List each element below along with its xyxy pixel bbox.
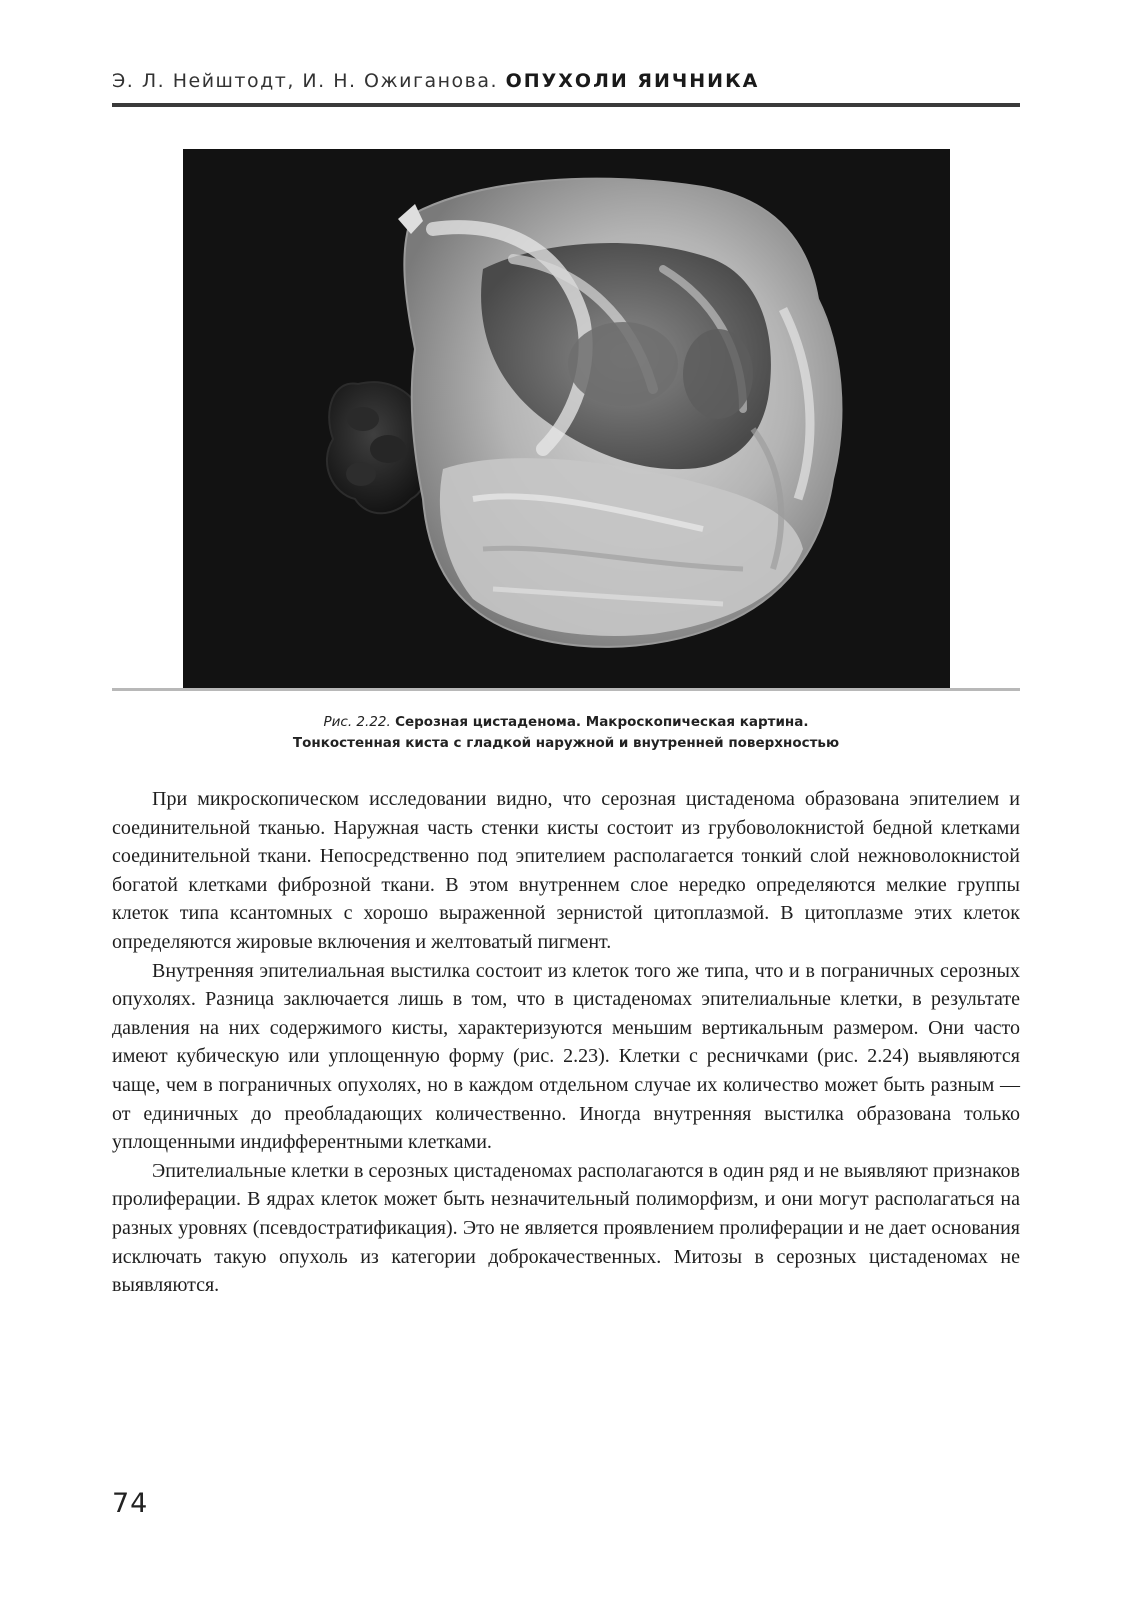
- header-rule: [112, 103, 1020, 107]
- page-number: 74: [112, 1488, 149, 1519]
- figure-photo: [183, 149, 950, 689]
- caption-title: Серозная цистаденома. Макроскопическая картина.: [395, 714, 809, 730]
- paragraph-1: При микроскопическом исследовании видно, что серозная цистаденома образована эпителием и соединительной тканью. Наружная часть стенки кисты состоит из грубоволокнистой бедной клетками соединительной ткани. Непосредственно под эпителием располагается тонкий слой нежноволокнистой богатой клетками фиброзной ткани. В этом внутреннем слое нередко определяются мелкие группы клеток типа ксантомных с хорошо выраженной зернистой цитоплазмой. В цитоплазме этих клеток определяются жировые включения и желтоватый пигмент.: [112, 788, 1020, 953]
- running-head: [112, 70, 1020, 106]
- paragraph-2: Внутренняя эпителиальная выстилка состоит из клеток того же типа, что и в пограничных серозных опухолях. Разница заключается лишь в том, что в цистаденомах эпителиальные клетки, в результате давления на них содержимого кисты, характеризуются меньшим вертикальным размером. Они часто имеют кубическую или уплощенную форму (рис. 2.23). Клетки с ресничками (рис. 2.24) выявляются чаще, чем в пограничных опухолях, но в каждом отдельном случае их количество может быть разным — от единичных до преобладающих количественно. Иногда внутренняя выстилка образована только уплощенными индифферентными клетками.: [112, 959, 1020, 1154]
- paragraph-3: Эпителиальные клетки в серозных цистаденомах располагаются в один ряд и не выявляют признаков пролиферации. В ядрах клеток может быть незначительный полиморфизм, и они могут располагаться на разных уровнях (псевдостратификация). Это не является проявлением пролиферации и не дает основания исключать такую опухоль из категории доброкачественных. Митозы в серозных цистаденомах не выявляются.: [112, 1159, 1020, 1297]
- caption-line-2: Тонкостенная киста с гладкой наружной и внутренней поверхностью: [292, 735, 840, 751]
- figure-rule: [112, 688, 1020, 691]
- header-book-title: ОПУХОЛИ ЯИЧНИКА: [505, 70, 760, 92]
- figure-caption: [112, 712, 1020, 754]
- header-authors: Э. Л. Нейштодт, И. Н. Ожиганова.: [112, 70, 499, 92]
- body-text: [112, 785, 1020, 1300]
- caption-figure-number: Рис. 2.22.: [323, 714, 391, 730]
- caption-line-1: [112, 712, 1020, 733]
- gross-specimen-photo-icon: [183, 149, 950, 689]
